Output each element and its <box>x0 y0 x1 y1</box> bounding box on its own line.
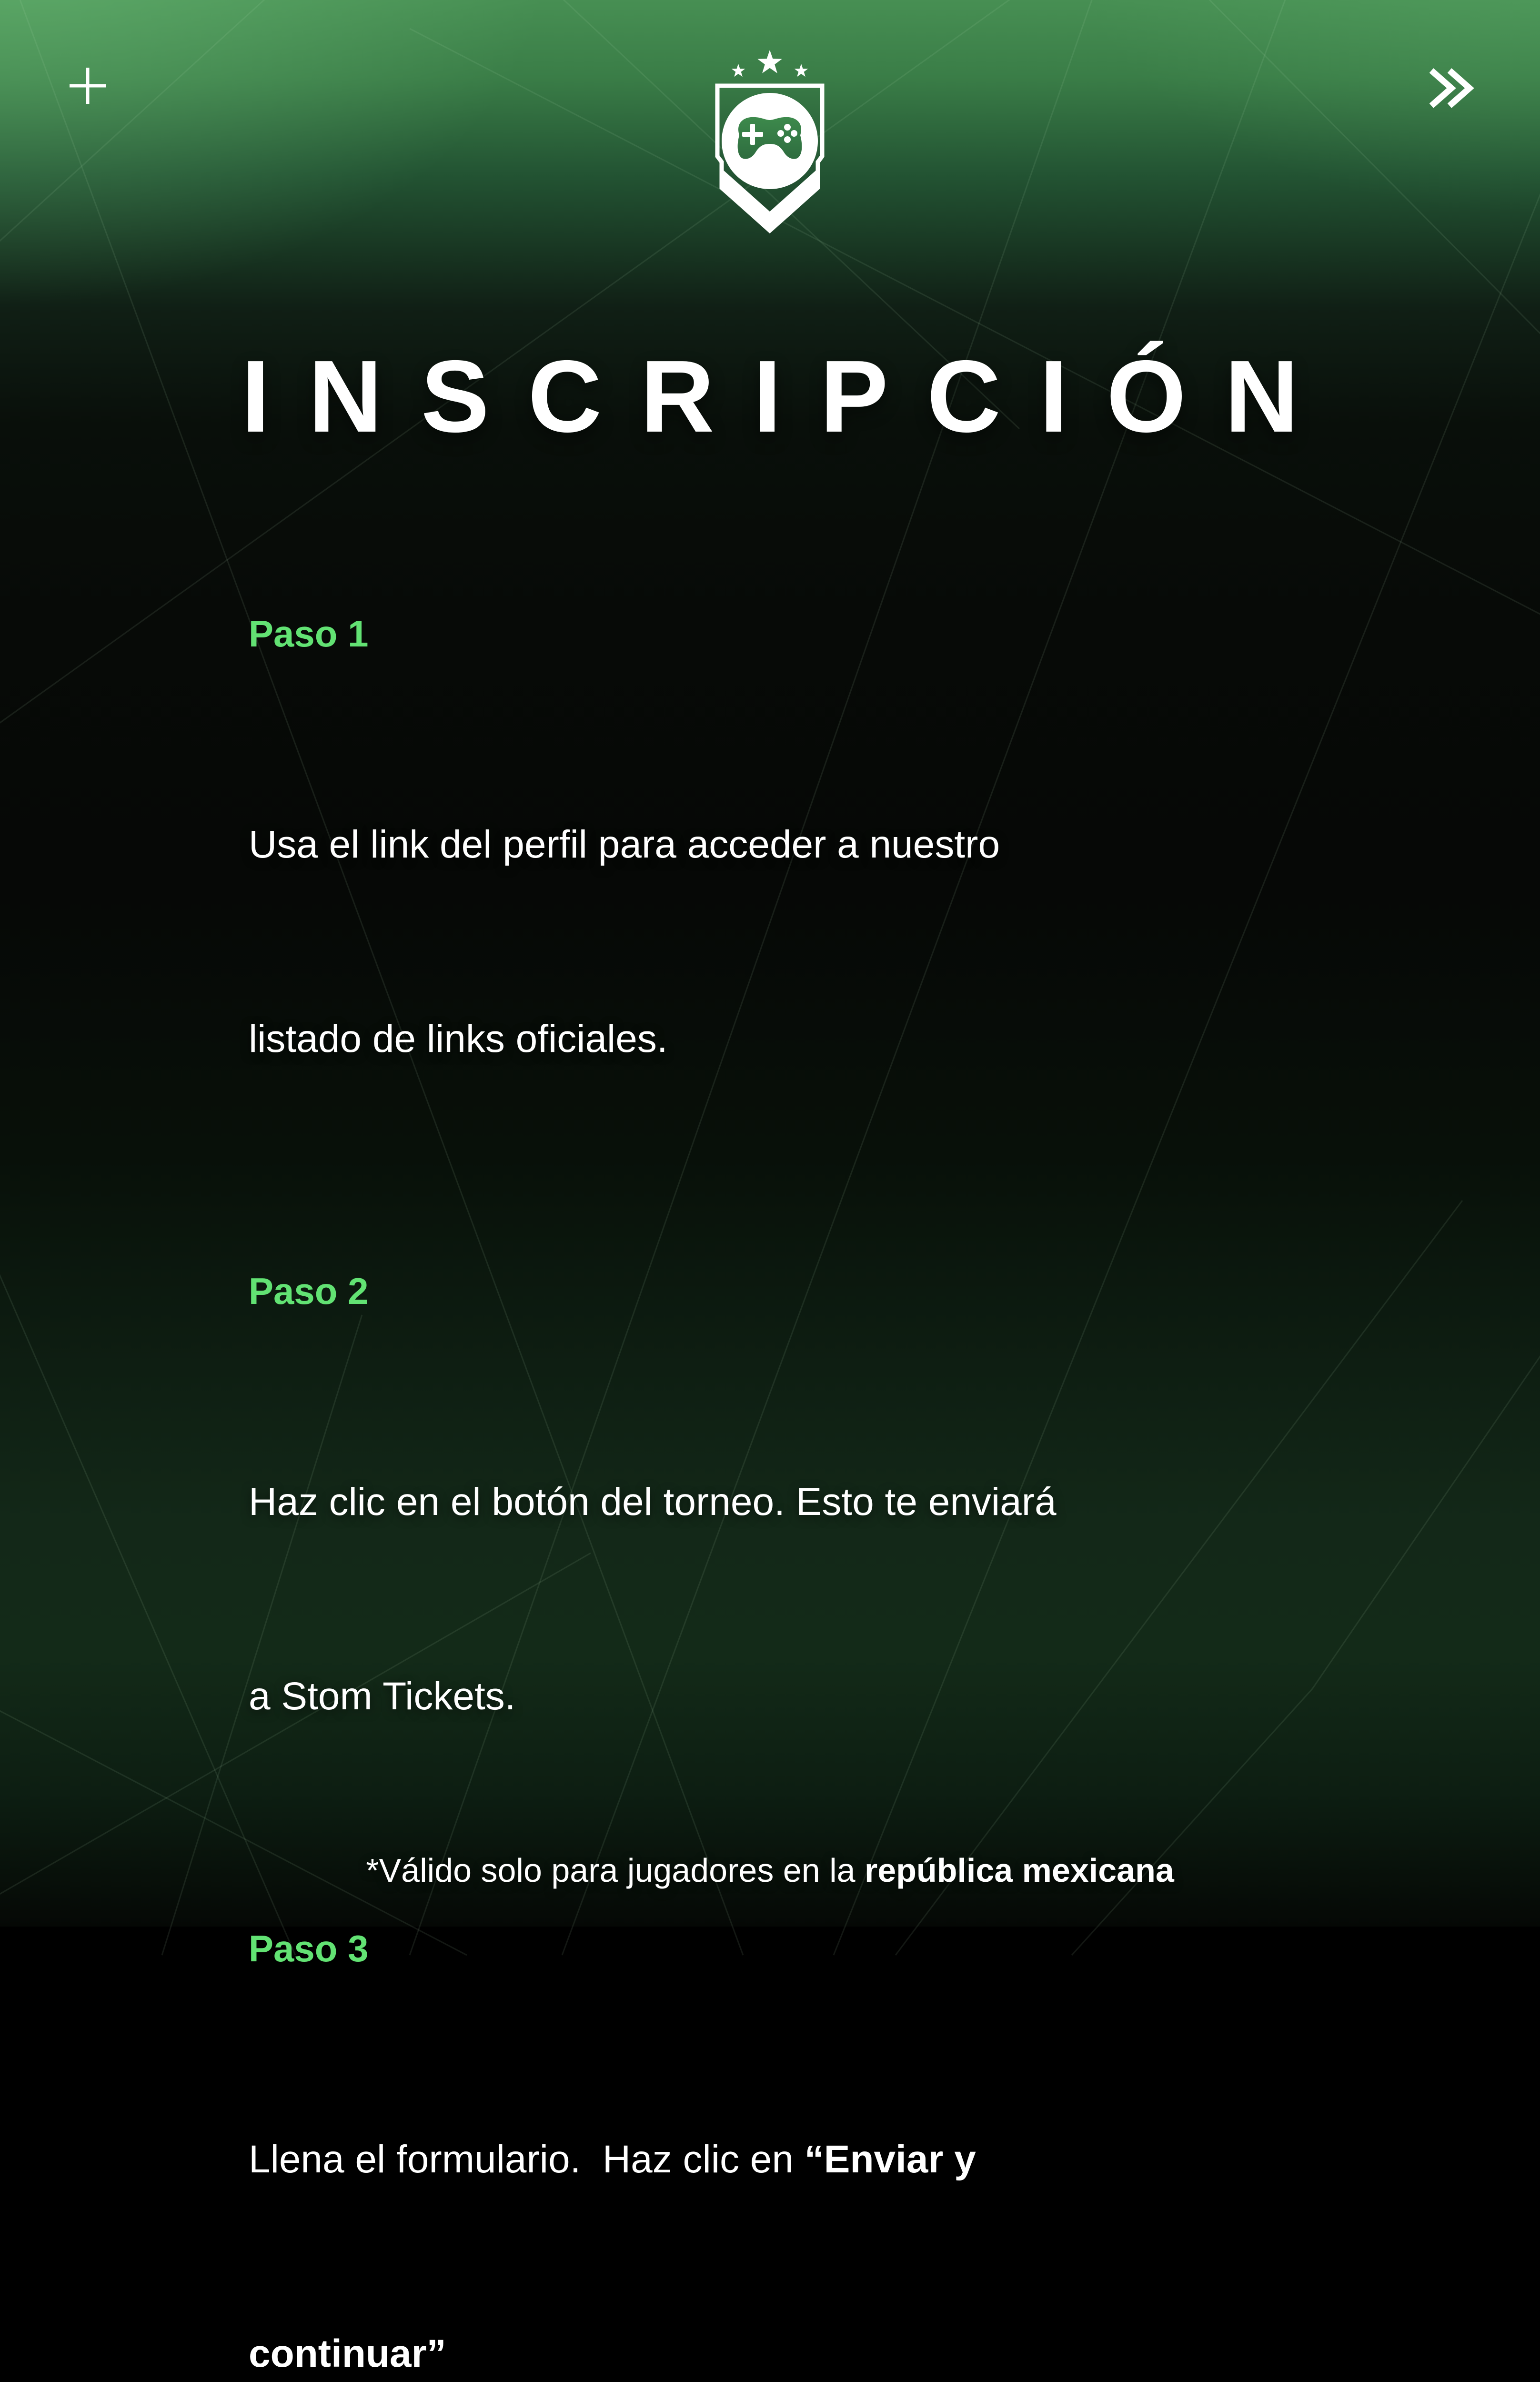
plus-icon <box>69 67 107 105</box>
step-2-text: Haz clic en el botón del torneo. Esto te enviará a Stom Tickets. <box>249 1480 1057 1718</box>
star-center-icon <box>757 50 782 73</box>
step-2-label: Paso 2 <box>249 1270 369 1312</box>
step-1 <box>249 615 1359 1201</box>
gamepad-shield-logo <box>709 44 831 234</box>
steps-list <box>249 615 1359 2382</box>
step-3-label: Paso 3 <box>249 1928 369 1969</box>
step-3 <box>249 1930 1359 2382</box>
page-title: INSCRIPCIÓN <box>241 339 1338 454</box>
star-right-icon <box>795 64 808 77</box>
footer-note: *Válido solo para jugadores en la república mexicana <box>366 1852 1174 1889</box>
step-2 <box>249 1272 1359 1858</box>
step-1-label: Paso 1 <box>249 613 369 655</box>
step-3-text: Llena el formulario. Haz clic en “Enviar y continuar” <box>249 2138 976 2375</box>
double-chevron-icon <box>1427 67 1484 110</box>
step-1-text: Usa el link del perfil para acceder a nuestro listado de links oficiales. <box>249 823 1000 1060</box>
star-left-icon <box>732 64 745 77</box>
